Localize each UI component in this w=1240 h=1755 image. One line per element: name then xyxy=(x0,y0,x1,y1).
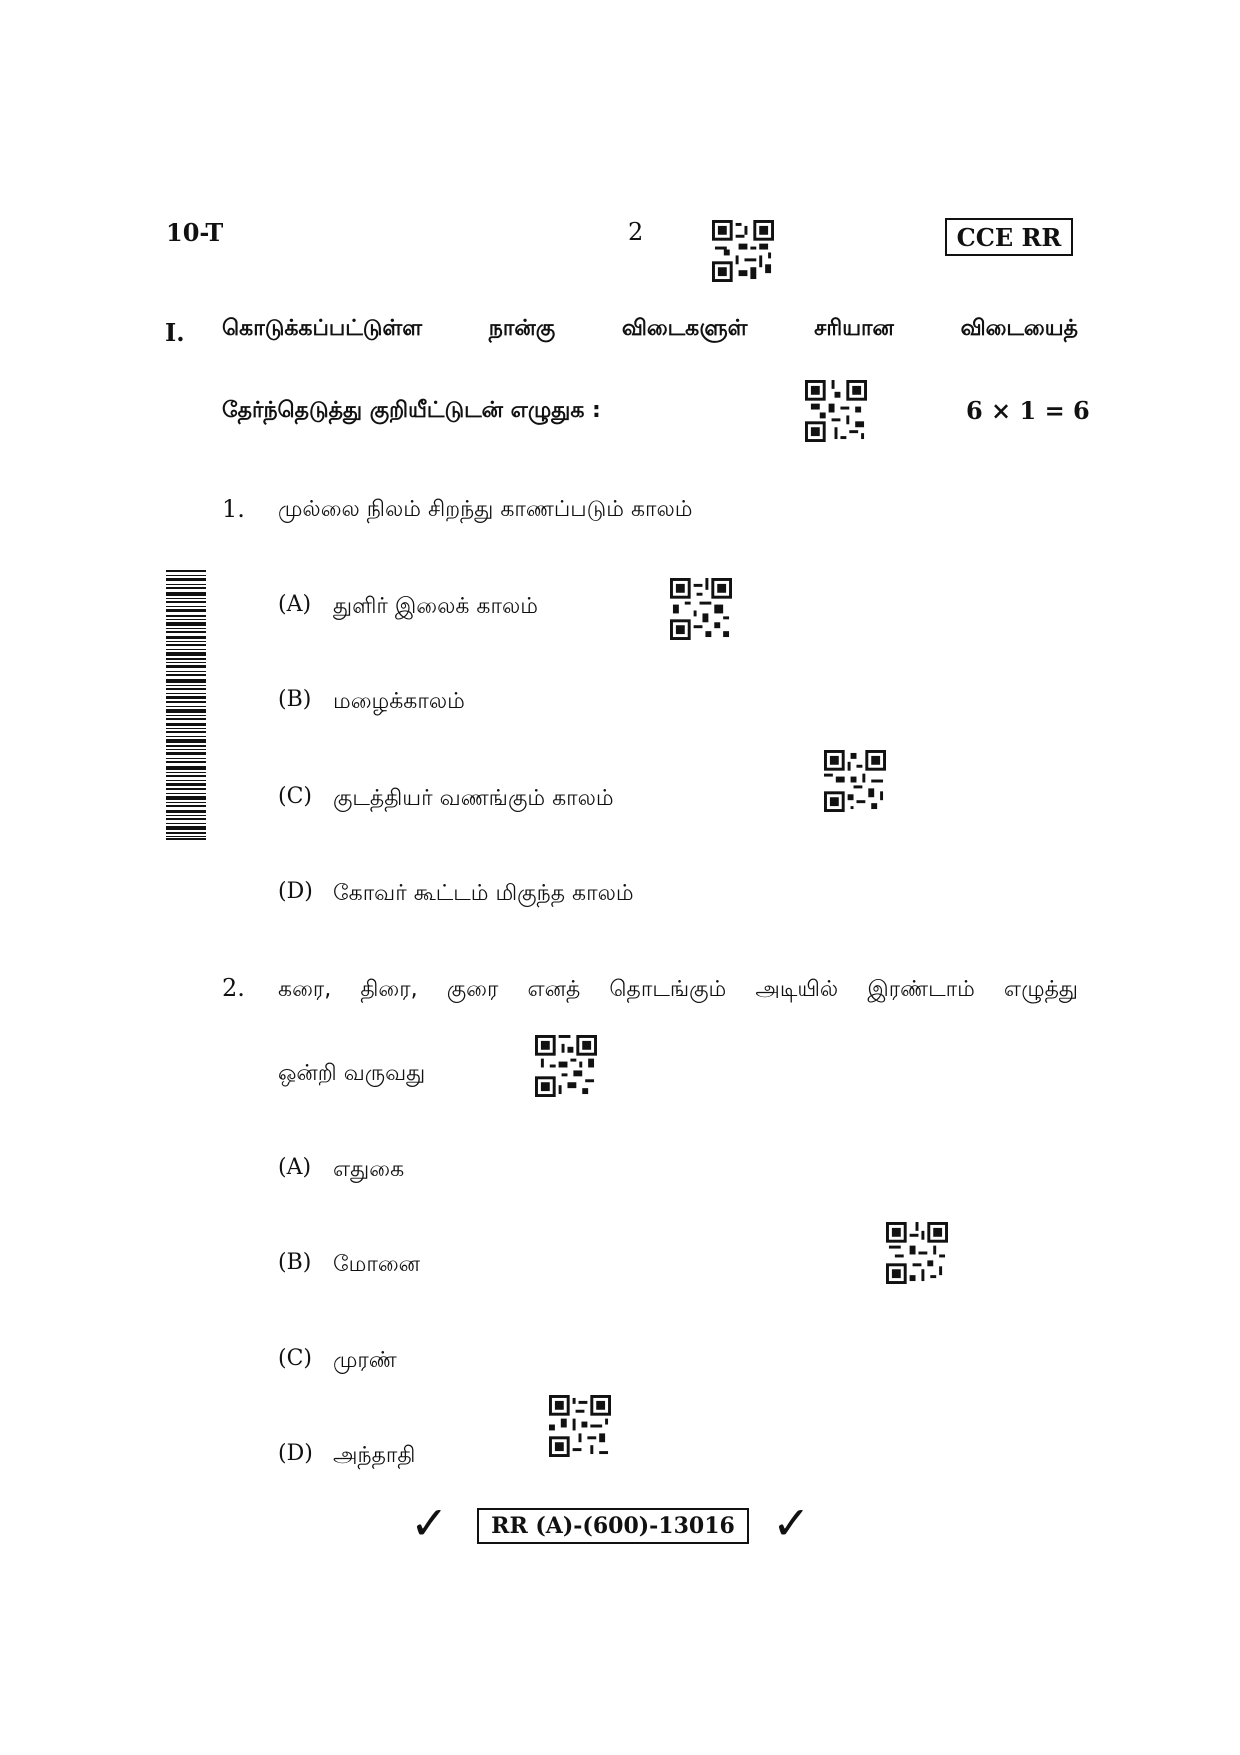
option-text: மழைக்காலம் xyxy=(333,689,465,714)
question-word: இரண்டாம் xyxy=(867,977,975,1002)
option-text: கோவர் கூட்டம் மிகுந்த காலம் xyxy=(333,881,634,906)
qr-code-icon xyxy=(670,578,732,640)
page-number: 2 xyxy=(628,218,644,246)
question-word: எனத் xyxy=(527,977,581,1002)
option-letter: (B) xyxy=(278,687,312,712)
instruction-word: நான்கு xyxy=(488,316,556,341)
qr-code-icon xyxy=(535,1035,597,1097)
option-letter: (A) xyxy=(278,1155,312,1180)
question-text-line1 xyxy=(278,977,1078,1005)
option-text: எதுகை xyxy=(333,1157,405,1182)
question-text: முல்லை நிலம் சிறந்து காணப்படும் காலம் xyxy=(278,497,693,522)
question-word: குரை xyxy=(446,977,499,1002)
question-word: அடியில் xyxy=(755,977,839,1002)
question-word: திரை, xyxy=(360,977,418,1002)
question-word: கரை, xyxy=(278,977,332,1002)
option-letter: (D) xyxy=(278,879,313,904)
instruction-word: விடையைத் xyxy=(960,316,1078,341)
option-text: குடத்தியர் வணங்கும் காலம் xyxy=(333,786,614,811)
header-code: 10-T xyxy=(166,218,224,247)
option-letter: (C) xyxy=(278,1346,312,1371)
section-instruction-line1 xyxy=(222,316,1078,344)
barcode-icon xyxy=(166,570,206,840)
question-word: தொடங்கும் xyxy=(609,977,727,1002)
check-mark-icon: ✓ xyxy=(772,1496,811,1550)
option-text: முரண் xyxy=(333,1348,397,1373)
qr-code-icon xyxy=(886,1222,948,1284)
check-mark-icon: ✓ xyxy=(410,1496,449,1550)
paper-code-box: CCE RR xyxy=(945,218,1073,256)
option-letter: (C) xyxy=(278,784,312,809)
instruction-word: சரியான xyxy=(814,316,894,341)
qr-code-icon xyxy=(549,1395,611,1457)
footer-code-box: RR (A)-(600)-13016 xyxy=(477,1508,749,1544)
option-text: மோனை xyxy=(333,1252,420,1277)
qr-code-icon xyxy=(712,220,774,282)
qr-code-icon xyxy=(805,380,867,442)
section-instruction-line2: தேர்ந்தெடுத்து குறியீட்டுடன் எழுதுக : xyxy=(222,398,601,423)
instruction-word: விடைகளுள் xyxy=(621,316,748,341)
question-number: 1. xyxy=(222,495,245,523)
question-text-line2: ஒன்றி வருவது xyxy=(278,1061,426,1086)
option-letter: (A) xyxy=(278,592,312,617)
option-letter: (D) xyxy=(278,1441,313,1466)
option-text: துளிர் இலைக் காலம் xyxy=(333,594,538,619)
option-letter: (B) xyxy=(278,1250,312,1275)
question-word: எழுத்து xyxy=(1003,977,1078,1002)
instruction-word: கொடுக்கப்பட்டுள்ள xyxy=(222,316,423,341)
qr-code-icon xyxy=(824,750,886,812)
option-text: அந்தாதி xyxy=(333,1443,416,1468)
question-number: 2. xyxy=(222,974,245,1002)
section-number: I. xyxy=(165,318,185,347)
marks-allocation: 6 × 1 = 6 xyxy=(966,396,1090,425)
